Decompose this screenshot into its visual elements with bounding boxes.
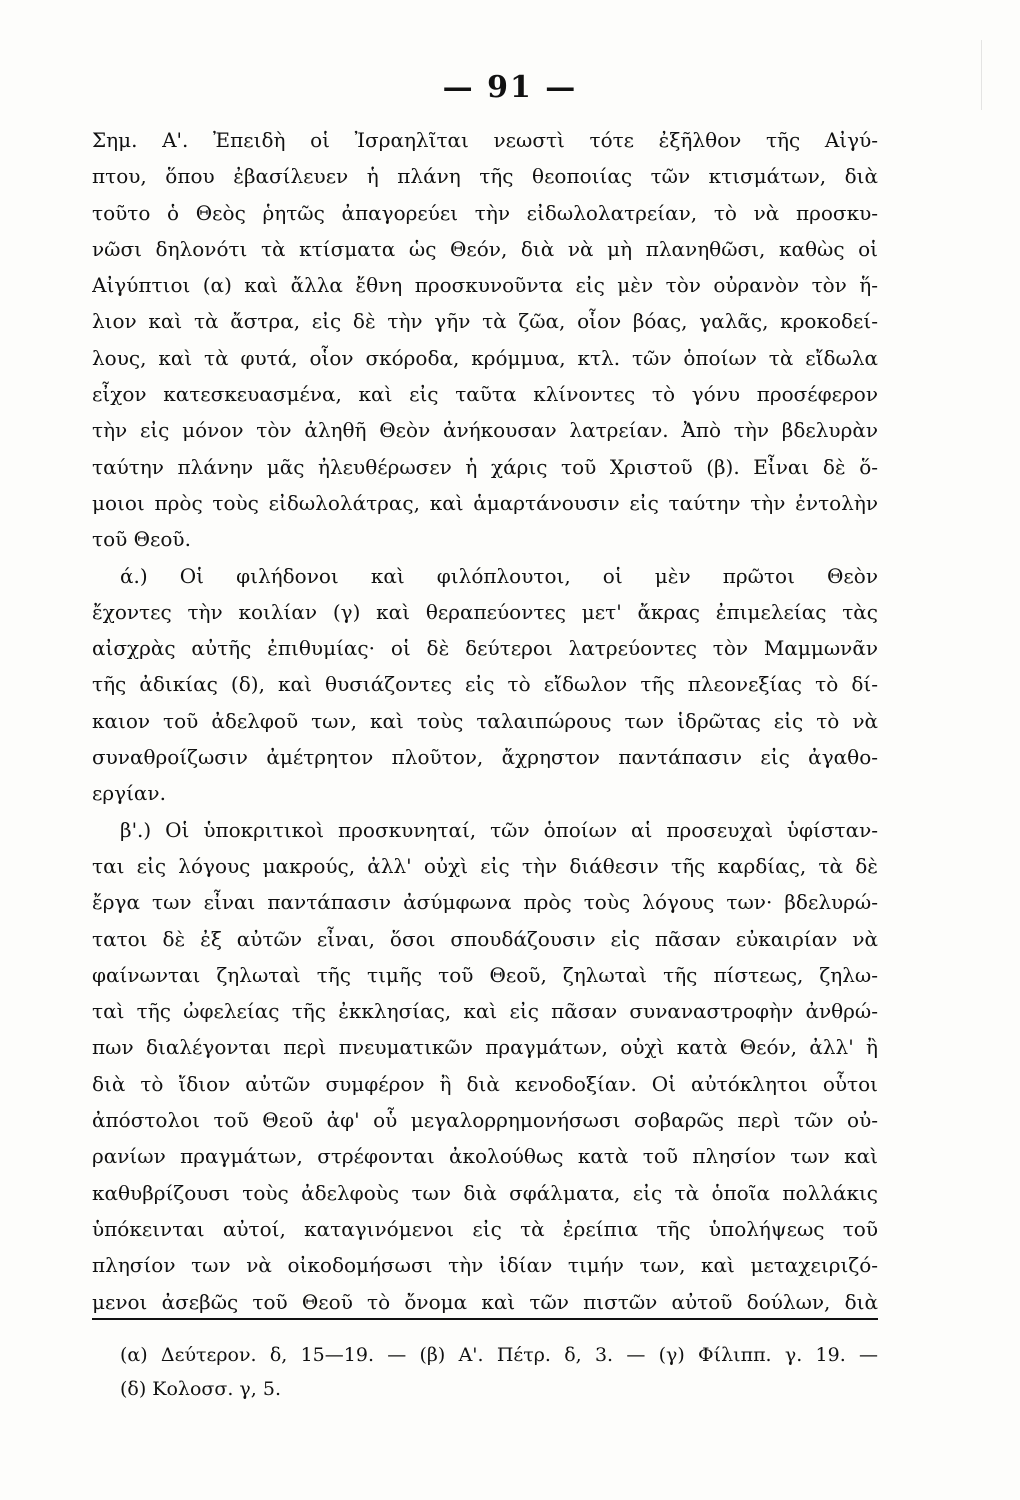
text-line: ταὶ τῆς ὠφελείας τῆς ἐκκλησίας, καὶ εἰς πᾶσαν συναναστροφὴν ἀνθρώ- [92,999,878,1024]
text-line: ταύτην πλάνην μᾶς ἠλευθέρωσεν ἡ χάρις τοῦ Χριστοῦ (β). Εἶναι δὲ ὅ- [92,454,878,479]
text-line: καθυβρίζουσι τοὺς ἀδελφοὺς των διὰ σφάλματα, εἰς τὰ ὁποῖα πολλάκις [92,1180,878,1205]
text-line: τατοι δὲ ἐξ αὐτῶν εἶναι, ὅσοι σπουδάζουσιν εἰς πᾶσαν εὐκαιρίαν νὰ [92,926,878,951]
text-line: φαίνωνται ζηλωταὶ τῆς τιμῆς τοῦ Θεοῦ, ζηλωταὶ τῆς πίστεως, ζηλω- [92,962,878,987]
footnote-line: (α) Δεύτερον. δ, 15—19. — (β) Α'. Πέτρ. δ, 3. — (γ) Φίλιππ. γ. 19. — [120,1344,878,1366]
footnotes [120,1338,878,1406]
text-line: νῶσι δηλονότι τὰ κτίσματα ὡς Θεόν, διὰ νὰ μὴ πλανηθῶσι, καθὼς οἱ [92,236,878,261]
section-heading-line: β'.) Οἱ ὑποκριτικοὶ προσκυνηταί, τῶν ὁποίων αἱ προσευχαὶ ὑφίσταν- [120,817,878,842]
text-line: ὑπόκεινται αὐτοί, καταγινόμενοι εἰς τὰ ἐρείπια τῆς ὑπολήψεως τοῦ [92,1216,878,1241]
text-line: ἔργα των εἶναι παντάπασιν ἀσύμφωνα πρὸς τοὺς λόγους των· βδελυρώ- [92,890,878,915]
text-line: διὰ τὸ ἴδιον αὐτῶν συμφέρον ἢ διὰ κενοδοξίαν. Οἱ αὐτόκλητοι οὗτοι [92,1071,878,1096]
footnote-divider [92,1318,878,1320]
text-line: τῆς ἀδικίας (δ), καὶ θυσιάζοντες εἰς τὸ εἴδωλον τῆς πλεονεξίας τὸ δί- [92,672,878,697]
text-line: λιον καὶ τὰ ἄστρα, εἰς δὲ τὴν γῆν τὰ ζῶα, οἷον βόας, γαλᾶς, κροκοδεί- [92,309,878,334]
text-line: ἀπόστολοι τοῦ Θεοῦ ἀφ' οὗ μεγαλορρημονήσωσι σοβαρῶς περὶ τῶν οὐ- [92,1108,878,1133]
text-line: μοιοι πρὸς τοὺς εἰδωλολάτρας, καὶ ἁμαρτάνουσιν εἰς ταύτην τὴν ἐντολὴν [92,490,878,515]
text-line: Αἰγύπτιοι (α) καὶ ἄλλα ἔθνη προσκυνοῦντα εἰς μὲν τὸν οὐρανὸν τὸν ἥ- [92,273,878,298]
text-line: πτου, ὅπου ἐβασίλευεν ἡ πλάνη τῆς θεοποιίας τῶν κτισμάτων, διὰ [92,164,878,189]
main-text [92,122,878,1320]
text-line: αἰσχρὰς αὐτῆς ἐπιθυμίας· οἱ δὲ δεύτεροι λατρεύοντες τὸν Μαμμωνᾶν [92,636,878,661]
page-number: — 91 — [442,70,578,105]
text-line: λους, καὶ τὰ φυτά, οἷον σκόροδα, κρόμμυα, κτλ. τῶν ὁποίων τὰ εἴδωλα [92,345,878,370]
text-line: εἶχον κατεσκευασμένα, καὶ εἰς ταῦτα κλίνοντες τὸ γόνυ προσέφερον [92,382,878,407]
text-line: καιον τοῦ ἀδελφοῦ των, καὶ τοὺς ταλαιπώρους των ἱδρῶτας εἰς τὸ νὰ [92,708,878,733]
text-line: τοῦτο ὁ Θεὸς ῥητῶς ἀπαγορεύει τὴν εἰδωλολατρείαν, τὸ νὰ προσκυ- [92,200,878,225]
text-line: συναθροίζωσιν ἀμέτρητον πλοῦτον, ἄχρηστον παντάπασιν εἰς ἀγαθο- [92,745,878,770]
text-line: Σημ. Α'. Ἐπειδὴ οἱ Ἰσραηλῖται νεωστὶ τότε ἐξῆλθον τῆς Αἰγύ- [92,128,878,152]
text-line: ται εἰς λόγους μακρούς, ἀλλ' οὐχὶ εἰς τὴν διάθεσιν τῆς καρδίας, τὰ δὲ [92,853,878,878]
text-line: ἔχοντες τὴν κοιλίαν (γ) καὶ θεραπεύοντες μετ' ἄκρας ἐπιμελείας τὰς [92,599,878,624]
text-line: μενοι ἀσεβῶς τοῦ Θεοῦ τὸ ὄνομα καὶ τῶν πιστῶν αὐτοῦ δούλων, διὰ [92,1289,878,1314]
text-line: πων διαλέγονται περὶ πνευματικῶν πραγμάτων, οὐχὶ κατὰ Θεόν, ἀλλ' ἢ [92,1035,878,1060]
text-line: ρανίων πραγμάτων, στρέφονται ἀκολούθως κατὰ τοῦ πλησίον των καὶ [92,1144,878,1169]
footnote-line: (δ) Κολοσσ. γ, 5. [120,1378,281,1400]
text-line: τὴν εἰς μόνον τὸν ἀληθῆ Θεὸν ἀνήκουσαν λατρείαν. Ἀπὸ τὴν βδελυρὰν [92,418,878,443]
text-line: εργίαν. [92,781,166,806]
text-line: τοῦ Θεοῦ. [92,527,191,552]
section-heading-line: ά.) Οἱ φιλήδονοι καὶ φιλόπλουτοι, οἱ μὲν πρῶτοι Θεὸν [120,563,878,588]
text-line: πλησίον των νὰ οἰκοδομήσωσι τὴν ἰδίαν τιμήν των, καὶ μεταχειριζό- [92,1253,878,1278]
